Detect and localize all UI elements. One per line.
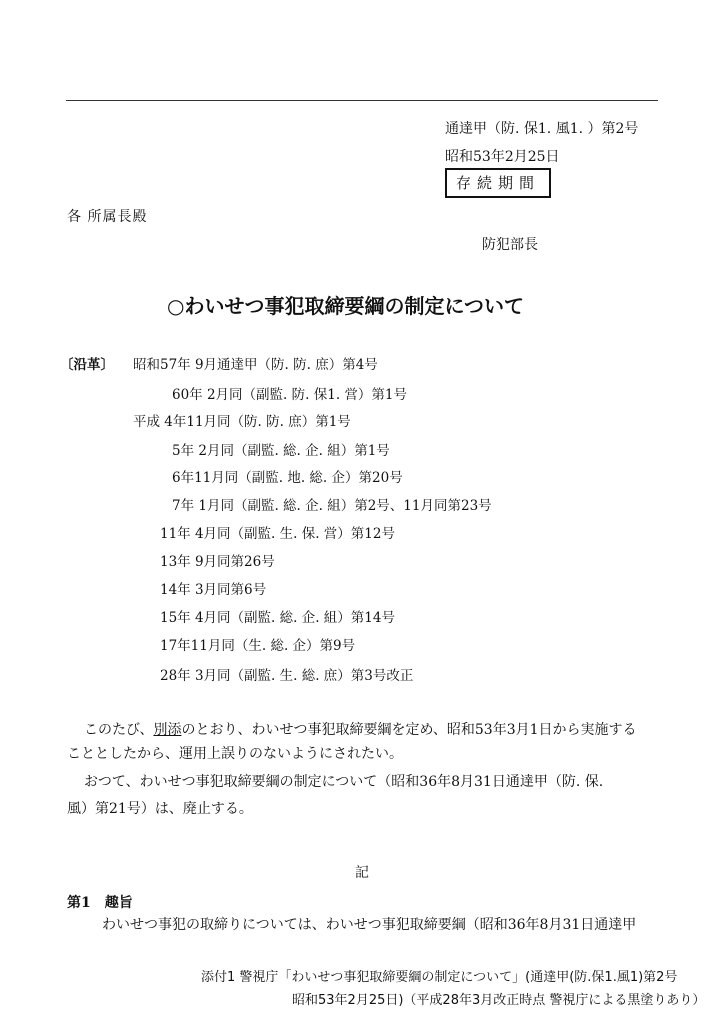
footer-line-2: 昭和53年2月25日)（平成28年3月改正時点 警視庁による黒塗りあり） [292, 993, 706, 1008]
body-paragraph-2-line-1: おつて、わいせつ事犯取締要綱の制定について（昭和36年8月31日通達甲（防. 保. [84, 774, 604, 790]
sender: 防犯部長 [482, 237, 538, 253]
body-paragraph-1-line-1 [84, 723, 637, 737]
history-label: 〔沿革〕 [60, 357, 114, 373]
top-rule [66, 100, 658, 101]
history-entry: 平成 4年11月同（防. 防. 庶）第1号 [133, 414, 351, 430]
retention-period-box: 存続期間 [445, 168, 551, 198]
addressee: 各 所属長殿 [67, 209, 148, 225]
body-paragraph-2-line-2: 風）第21号）は、廃止する。 [67, 801, 253, 817]
body-paragraph-1-line-2: こととしたから、運用上誤りのないようにされたい。 [67, 746, 403, 762]
history-entry: 昭和57年 9月通達甲（防. 防. 庶）第4号 [133, 357, 378, 373]
notice-number: 通達甲（防. 保1. 風1. ）第2号 [445, 121, 639, 137]
document-title: ○わいせつ事犯取締要綱の制定について [167, 294, 525, 318]
history-entry: 14年 3月同第6号 [160, 582, 267, 598]
body-text-segment: のとおり、わいせつ事犯取締要綱を定め、昭和53年3月1日から実施する [181, 722, 637, 738]
history-entry: 17年11月同（生. 総. 企）第9号 [160, 638, 356, 654]
body-text-segment: このたび、 [84, 722, 154, 738]
footer-line-1: 添付1 警視庁「わいせつ事犯取締要綱の制定について」(通達甲(防.保1.風1)第2号 [201, 970, 678, 985]
history-entry: 6年11月同（副監. 地. 総. 企）第20号 [172, 470, 403, 486]
history-entry: 5年 2月同（副監. 総. 企. 組）第1号 [172, 443, 390, 459]
section-1-text: わいせつ事犯の取締りについては、わいせつ事犯取締要綱（昭和36年8月31日通達甲 [102, 917, 637, 933]
history-entry: 60年 2月同（副監. 防. 保1. 営）第1号 [172, 387, 407, 403]
history-entry: 11年 4月同（副監. 生. 保. 営）第12号 [160, 526, 395, 542]
history-entry: 13年 9月同第26号 [160, 554, 275, 570]
notice-date: 昭和53年2月25日 [445, 149, 560, 165]
history-entry: 15年 4月同（副監. 総. 企. 組）第14号 [160, 610, 395, 626]
annex-reference: 別添 [153, 722, 182, 738]
history-entry: 7年 1月同（副監. 総. 企. 組）第2号、11月同第23号 [172, 498, 492, 514]
section-1-heading: 第1 趣旨 [67, 895, 133, 911]
ki-marker: 記 [355, 865, 369, 881]
history-entry: 28年 3月同（副監. 生. 総. 庶）第3号改正 [160, 668, 414, 684]
